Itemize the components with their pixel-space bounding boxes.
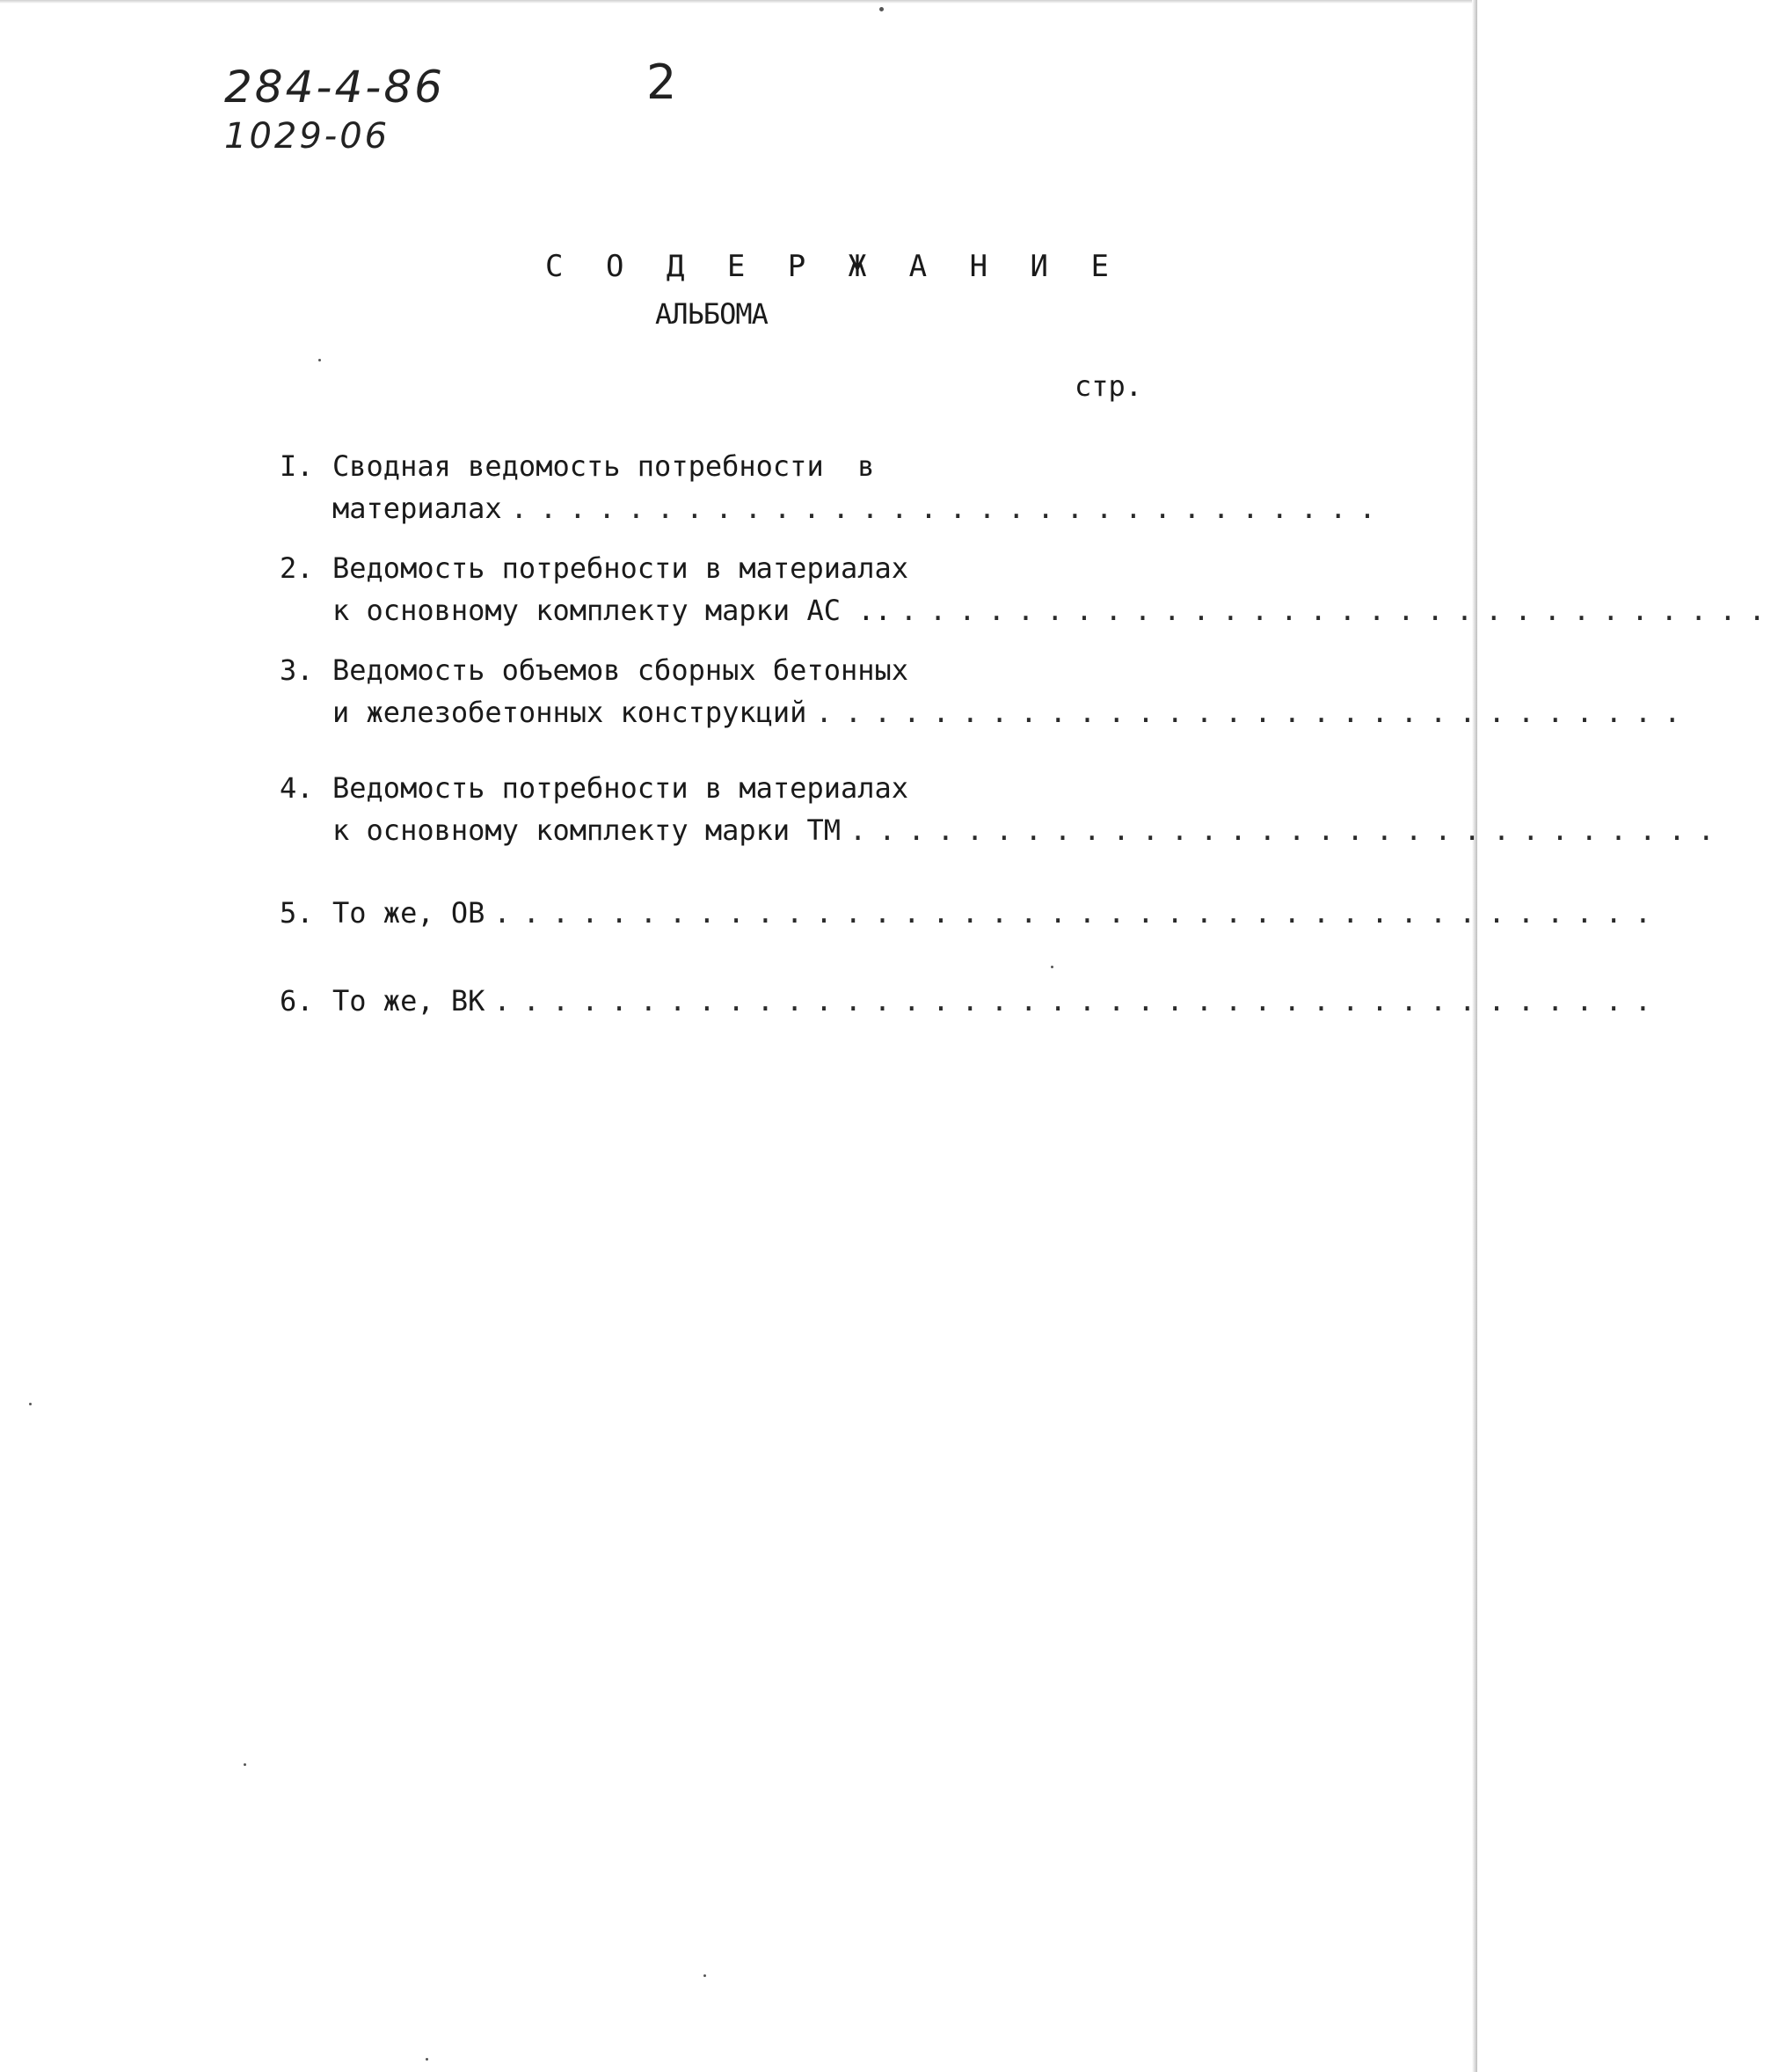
page-column-label: стр.	[1075, 369, 1143, 403]
scan-speck	[244, 1763, 246, 1766]
scan-speck	[703, 1974, 706, 1977]
toc-item-title-continued: и железобетонных конструкций	[332, 696, 807, 729]
toc-item-number: 5.	[280, 896, 314, 930]
dot-leader: ..............................	[815, 696, 1694, 729]
toc-item-title: Ведомость объемов сборных бетонных	[332, 653, 909, 687]
toc-item-6	[280, 980, 1665, 1022]
toc-item-number: 2.	[280, 551, 314, 585]
toc-item-number: I.	[280, 449, 314, 483]
scan-speck	[426, 2058, 428, 2061]
toc-item-title: Ведомость потребности в материалах	[332, 551, 909, 585]
toc-item-title-continued: к основному комплекту марки АС ..	[332, 594, 892, 627]
handwritten-doc-subcode: 1029-06	[224, 116, 390, 157]
page-subtitle: АЛЬБОМА	[655, 297, 768, 331]
handwritten-doc-code: 284-4-86	[224, 62, 445, 113]
toc-item-title: Сводная ведомость потребности в	[332, 449, 875, 483]
scan-speck	[1051, 966, 1053, 968]
toc-item-number: 3.	[280, 653, 314, 687]
dot-leader: ........................................	[493, 896, 1665, 930]
scan-speck	[318, 359, 321, 361]
toc-item-title: То же, ВК	[332, 984, 485, 1018]
toc-item-4	[280, 767, 1727, 851]
toc-item-title: То же, ОВ	[332, 896, 485, 930]
dot-leader: ..............................	[849, 813, 1727, 847]
scan-speck	[879, 7, 884, 11]
toc-item-title-continued: к основному комплекту марки ТМ	[332, 813, 841, 847]
toc-item-5	[280, 892, 1665, 934]
toc-item-number: 6.	[280, 984, 314, 1018]
toc-item-number: 4.	[280, 771, 314, 805]
dot-leader: ........................................	[493, 984, 1665, 1018]
toc-item-3	[280, 649, 1694, 733]
scan-edge-top	[0, 0, 1477, 4]
toc-item-2	[280, 547, 1778, 631]
toc-item-title-continued: материалах	[332, 492, 502, 525]
toc-item-title: Ведомость потребности в материалах	[332, 771, 909, 805]
dot-leader: ..............................	[510, 492, 1388, 525]
page-title: С О Д Е Р Ж А Н И Е	[545, 249, 1121, 284]
scan-speck	[29, 1403, 32, 1405]
handwritten-page-number: 2	[646, 55, 680, 110]
scan-edge-right	[1472, 0, 1477, 2072]
toc-item-1	[280, 445, 1388, 529]
dot-leader: ..............................	[900, 594, 1778, 627]
